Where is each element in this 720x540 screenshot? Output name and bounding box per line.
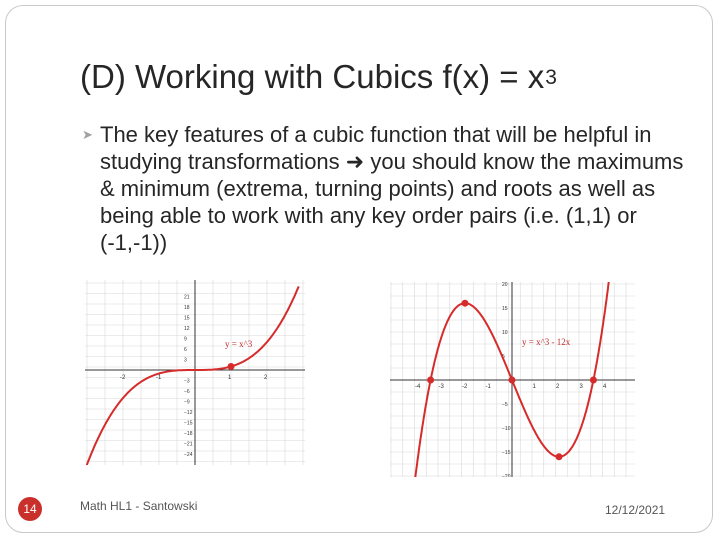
x-tick-label: -2 <box>120 375 126 381</box>
x-tick-label: -3 <box>438 384 444 390</box>
y-tick-label: 21 <box>184 294 190 301</box>
slide-number-badge: 14 <box>18 497 42 521</box>
x-tick-label: 2 <box>556 384 560 390</box>
graph-1-label: y = x^3 <box>225 339 253 349</box>
y-tick-label: −6 <box>184 389 190 395</box>
y-tick-label: 12 <box>184 326 190 332</box>
y-tick-label: 5 <box>502 354 505 360</box>
x-tick-label: 4 <box>603 384 607 390</box>
footer-author: Math HL1 - Santowski <box>80 499 198 513</box>
cubic-graph-1 <box>85 280 305 465</box>
bullet-text <box>100 121 692 256</box>
key-point <box>427 377 434 384</box>
x-ticks-2 <box>415 384 607 390</box>
y-tick-label: −15 <box>502 450 511 456</box>
y-tick-label: −24 <box>184 452 193 458</box>
slide-title <box>80 58 557 96</box>
y-tick-label: −12 <box>184 410 193 416</box>
x-tick-label: 2 <box>264 375 268 381</box>
x-tick-label: 1 <box>532 384 536 390</box>
cubic-graph-2 <box>390 282 635 477</box>
x-tick-label: -2 <box>462 384 468 390</box>
title-text: (D) Working with Cubics f(x) = x <box>80 58 545 95</box>
bullet-curve-icon: ➤ <box>82 127 93 142</box>
y-tick-label: 15 <box>184 315 190 322</box>
key-point <box>509 377 516 384</box>
y-tick-label: 3 <box>184 357 187 364</box>
y-tick-label: −5 <box>502 402 508 408</box>
key-point <box>462 300 469 307</box>
bullet-text-part2: you should know the maximums & minimum (extrema, turning points) and roots as well as being able to work with any key order pairs (i.e. (1,1) or (-1,-1)) <box>100 149 684 255</box>
y-tick-label: 9 <box>184 336 187 343</box>
y-tick-label: 15 <box>502 306 508 312</box>
y-tick-label: −21 <box>184 441 193 448</box>
bullet-text-part1: The key features of a cubic function that will be helpful in studying transformations <box>100 122 652 174</box>
y-tick-label: −20 <box>502 474 511 477</box>
key-point <box>556 453 563 460</box>
bullet-point <box>82 121 692 256</box>
y-tick-label: 10 <box>502 330 508 336</box>
x-tick-label: -1 <box>485 384 491 390</box>
y-tick-label: 6 <box>184 347 187 353</box>
x-tick-label: -1 <box>156 375 162 381</box>
x-tick-label: 1 <box>228 375 232 381</box>
y-tick-label: 18 <box>184 305 190 311</box>
y-tick-label: 20 <box>502 282 508 288</box>
footer-date: 12/12/2021 <box>605 503 666 517</box>
title-exponent: 3 <box>545 66 557 89</box>
key-point <box>590 377 597 384</box>
y-tick-label: −10 <box>502 426 511 432</box>
right-arrow-icon: ➜ <box>345 149 365 174</box>
x-tick-label: 3 <box>579 384 583 390</box>
y-tick-label: −3 <box>184 378 190 385</box>
y-tick-label: −9 <box>184 399 190 406</box>
y-ticks-1 <box>184 295 193 459</box>
y-tick-label: −18 <box>184 431 193 437</box>
graph-2-label: y = x^3 - 12x <box>522 337 571 347</box>
x-tick-label: -4 <box>415 384 421 390</box>
point-1-1 <box>228 363 235 370</box>
y-tick-label: −15 <box>184 420 193 427</box>
